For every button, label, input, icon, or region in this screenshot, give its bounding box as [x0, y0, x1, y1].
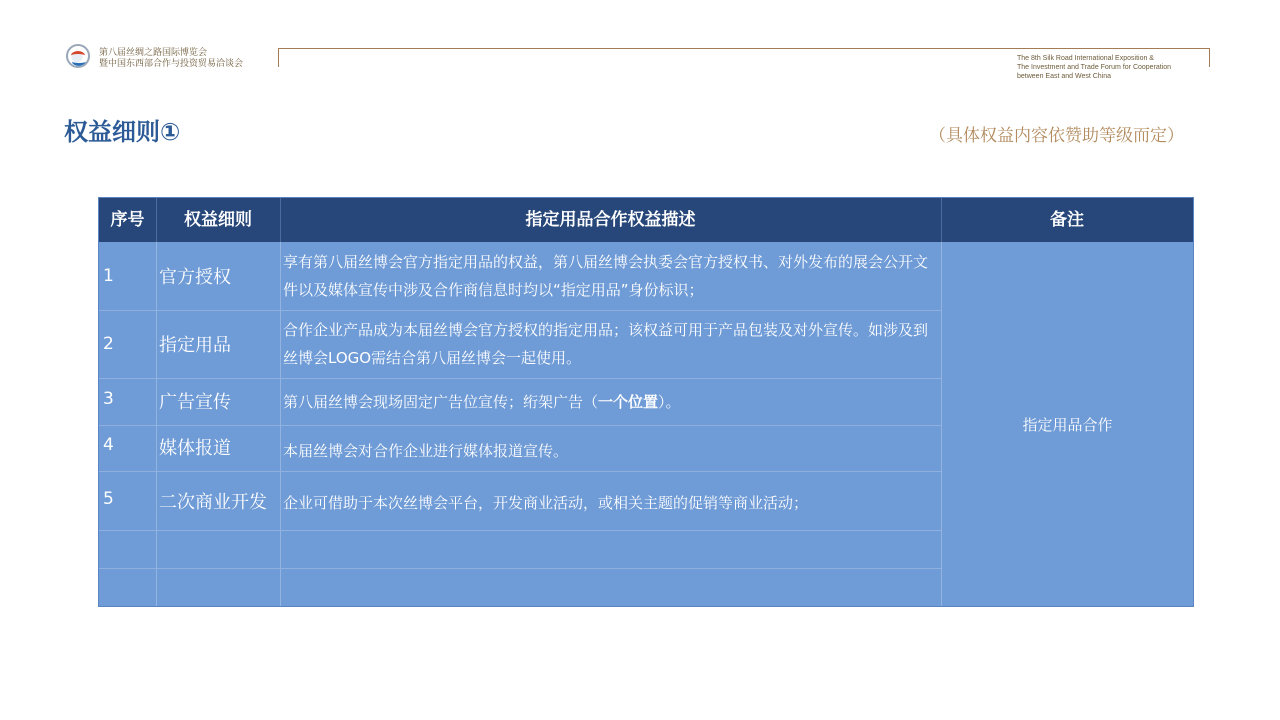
row-3-number: 3: [103, 389, 114, 409]
row-5-description: 企业可借助于本次丝博会平台，开发商业活动，或相关主题的促销等商业活动；: [283, 493, 809, 512]
page-title: 权益细则①: [64, 118, 181, 146]
header-en-line-3: between East and West China: [1017, 73, 1112, 80]
remark-cell: 指定用品合作: [1022, 415, 1113, 434]
row-4-number: 4: [103, 435, 114, 455]
header-description: 指定用品合作权益描述: [525, 210, 696, 230]
silk-road-expo-logo-icon: [66, 44, 90, 68]
header-cn-line-2: 暨中国东西部合作与投资贸易洽谈会: [99, 59, 244, 69]
row-1-description: 享有第八届丝博会官方指定用品的权益，第八届丝博会执委会官方授权书、对外发布的展会公开文件以及媒体宣传中涉及合作商信息时均以“指定用品”身份标识；: [283, 253, 929, 299]
table-header: [99, 198, 1193, 242]
header-divider: [279, 48, 1210, 49]
row-2-number: 2: [103, 334, 114, 354]
row-3-description: [280, 378, 941, 425]
row-5-benefit: 二次商业开发: [159, 492, 267, 513]
row-3-description-end: ）。: [658, 392, 681, 411]
row-6-benefit: [156, 530, 280, 568]
row-7-description: [280, 568, 941, 606]
header-english-title: [1017, 54, 1171, 81]
header-divider-1: [156, 198, 157, 242]
row-5-number: 5: [103, 489, 114, 509]
row-2-description: 合作企业产品成为本届丝博会官方授权的指定用品；该权益可用于产品包装及对外宣传。如涉及到丝博会LOGO需结合第八届丝博会一起使用。: [283, 321, 929, 367]
row-2-benefit: 指定用品: [159, 335, 231, 356]
row-1-number: 1: [103, 266, 114, 286]
row-7-benefit: [156, 568, 280, 606]
row-4-benefit: 媒体报道: [159, 438, 231, 459]
header-cn-line-1: 第八届丝绸之路国际博览会: [99, 48, 208, 58]
row-6-description: [280, 530, 941, 568]
header-divider-2: [280, 198, 281, 242]
header-divider-left-tick: [278, 48, 279, 67]
header-divider-3: [941, 198, 942, 242]
row-3-description-bold: 一个位置: [598, 392, 659, 411]
header-en-line-1: The 8th Silk Road International Exposition &: [1017, 55, 1154, 62]
row-6-number: [99, 530, 156, 568]
row-4-description: 本届丝博会对合作企业进行媒体报道宣传。: [283, 442, 569, 460]
row-7-number: [99, 568, 156, 606]
header-number: 序号: [110, 210, 145, 230]
header-benefit: 权益细则: [184, 210, 252, 230]
header-remark: 备注: [1050, 210, 1084, 230]
row-3-benefit: 广告宣传: [159, 392, 231, 413]
header-en-line-2: The Investment and Trade Forum for Cooperation: [1017, 64, 1172, 71]
header-divider-right-tick: [1209, 48, 1210, 67]
header-chinese-title: [99, 48, 243, 70]
row-3-description-text: 第八届丝博会现场固定广告位宣传；绗架广告（: [283, 392, 599, 411]
benefits-table: [98, 197, 1194, 607]
page-note: （具体权益内容依赞助等级而定）: [929, 126, 1184, 146]
row-1-benefit: 官方授权: [159, 267, 231, 288]
